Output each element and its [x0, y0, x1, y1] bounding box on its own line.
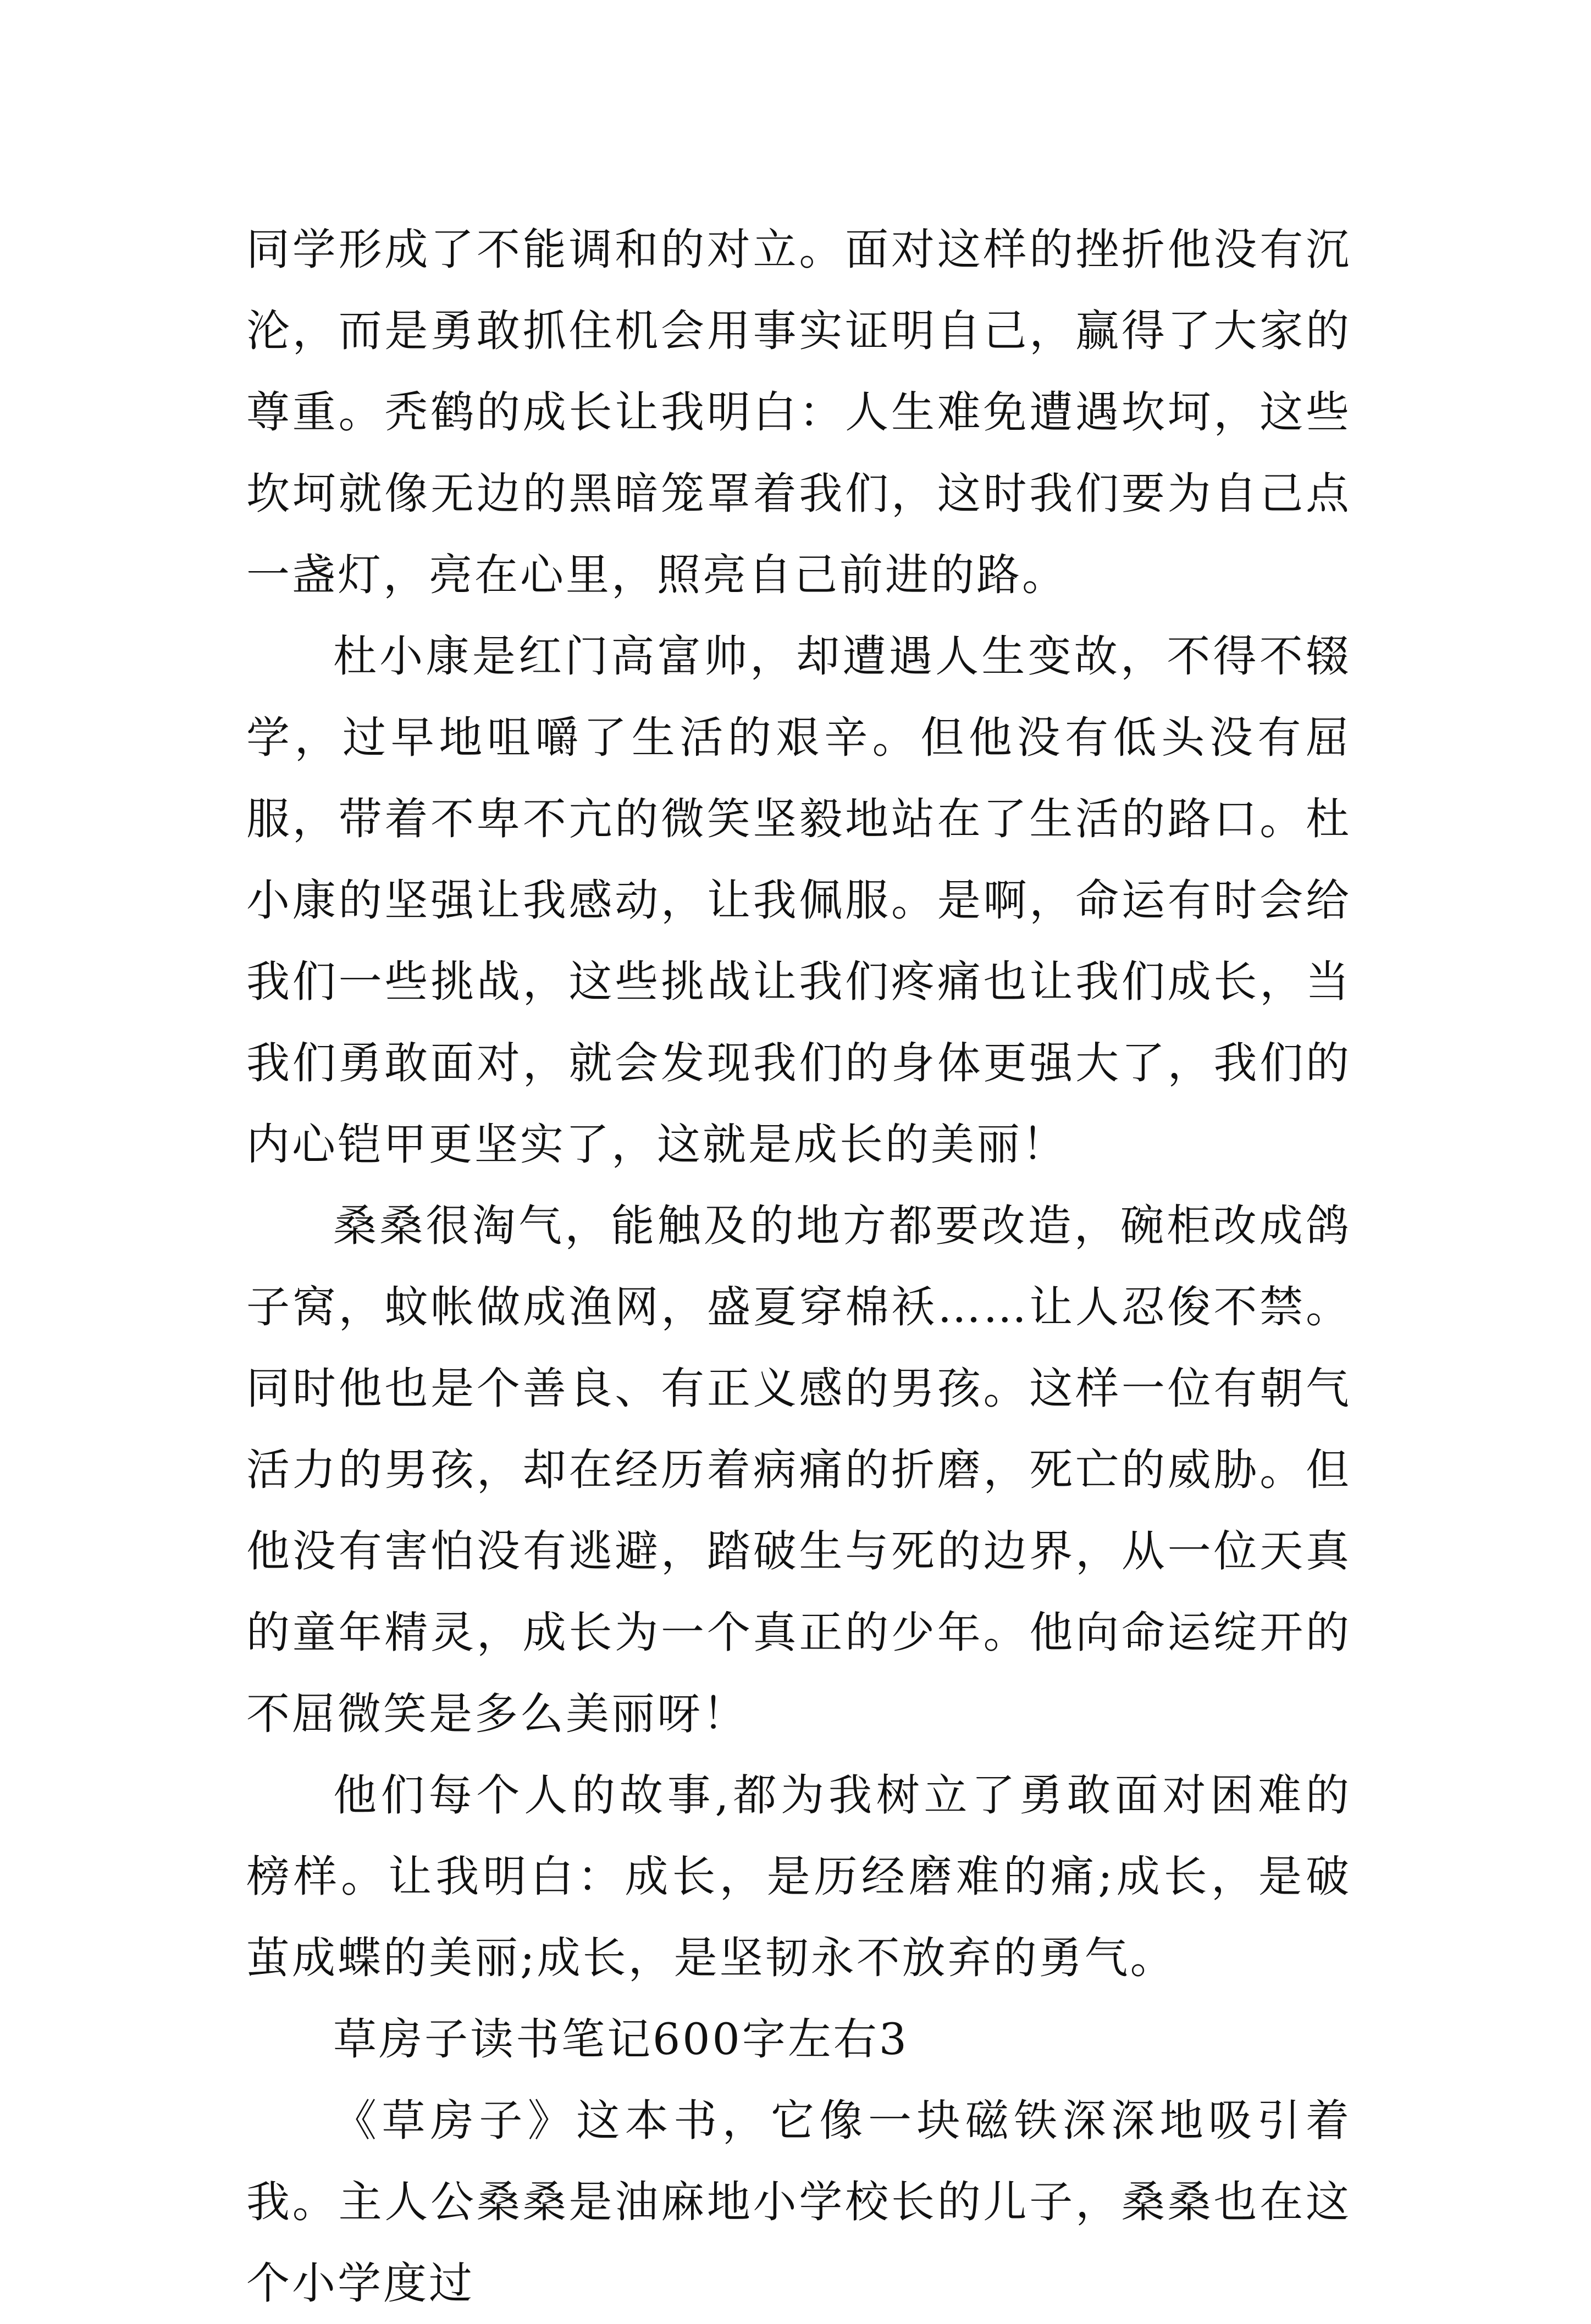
section-heading: 草房子读书笔记600字左右3: [333, 2014, 909, 2065]
paragraph-continued: 同学形成了不能调和的对立。面对这样的挫折他没有沉沦，而是勇敢抓住机会用事实证明自己，赢得了大家的尊重。秃鹤的成长让我明白：人生难免遭遇坎坷，这些坎坷就像无边的黑暗笼罩着我们，这时我们要为自己点一盏灯，亮在心里，照亮自己前进的路。: [246, 224, 1351, 600]
paragraph-sangsang: 桑桑很淘气，能触及的地方都要改造，碗柜改成鸽子窝，蚊帐做成渔网，盛夏穿棉袄……让人忍俊不禁。同时他也是个善良、有正义感的男孩。这样一位有朝气活力的男孩，却在经历着病痛的折磨，死亡的威胁。但他没有害怕没有逃避，踏破生与死的边界，从一位天真的童年精灵，成长为一个真正的少年。他向命运绽开的不屈微笑是多么美丽呀！: [246, 1200, 1351, 1739]
paragraph-du-xiaokang: 杜小康是红门高富帅，却遭遇人生变故，不得不辍学，过早地咀嚼了生活的艰辛。但他没有低头没有屈服，带着不卑不亢的微笑坚毅地站在了生活的路口。杜小康的坚强让我感动，让我佩服。是啊，命运有时会给我们一些挑战，这些挑战让我们疼痛也让我们成长，当我们勇敢面对，就会发现我们的身体更强大了，我们的内心铠甲更坚实了，这就是成长的美丽！: [246, 631, 1351, 1170]
paragraph-conclusion: 他们每个人的故事,都为我树立了勇敢面对困难的榜样。让我明白：成长，是历经磨难的痛;成长，是破茧成蝶的美丽;成长，是坚韧永不放弃的勇气。: [246, 1770, 1351, 1983]
document-body: [246, 209, 1351, 2324]
paragraph-intro: 《草房子》这本书，它像一块磁铁深深地吸引着我。主人公桑桑是油麻地小学校长的儿子，桑桑也在这个小学度过: [246, 2095, 1351, 2309]
